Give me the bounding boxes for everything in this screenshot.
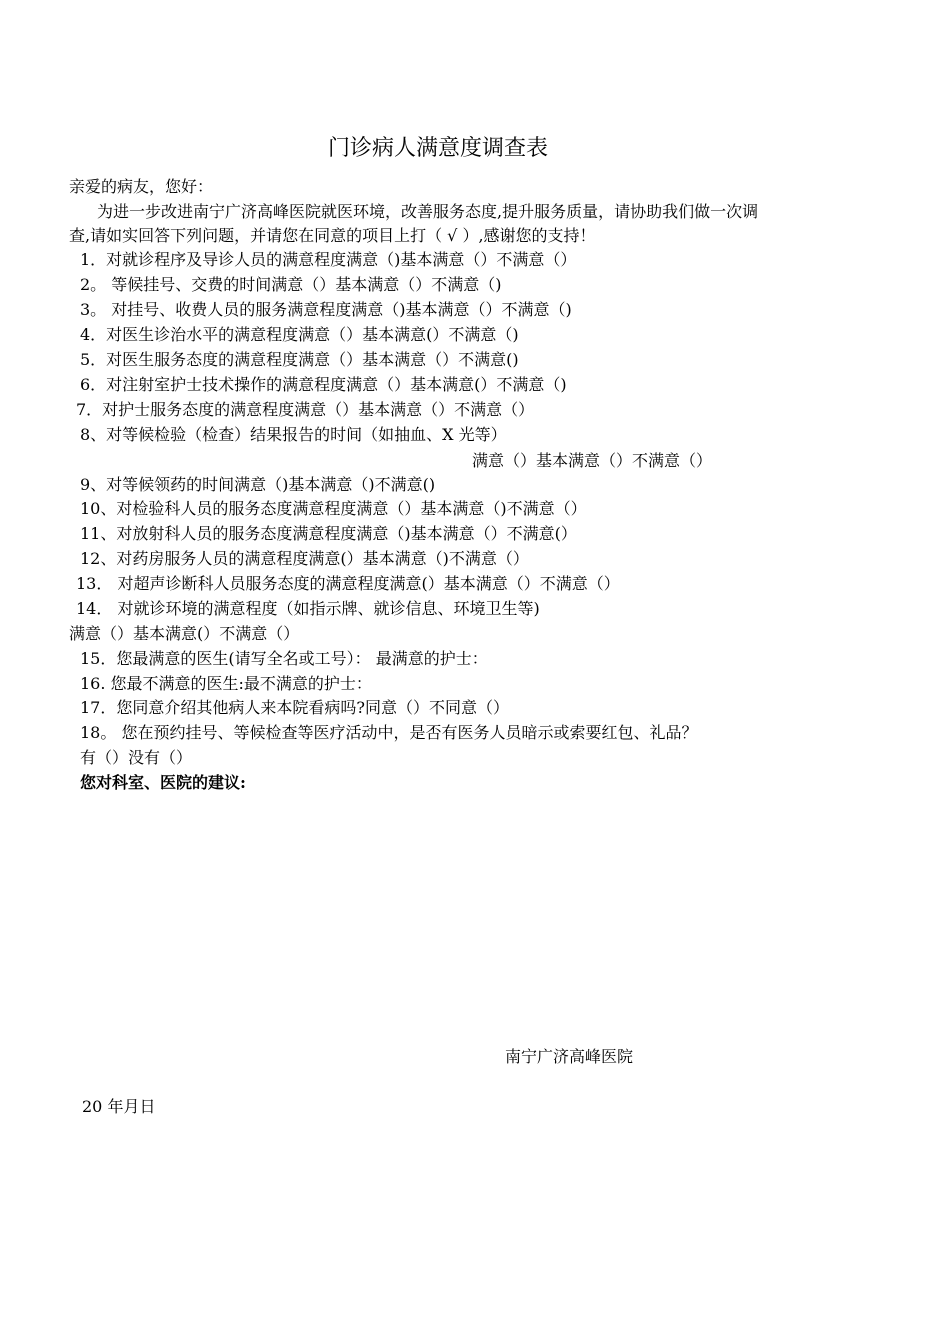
- question-8: 8、对等候检验（检查）结果报告的时间（如抽血、X 光等）: [80, 425, 507, 444]
- question-13: 13． 对超声诊断科人员服务态度的满意程度满意(）基本满意（）不满意（）: [76, 574, 620, 593]
- question-18-options: 有（）没有（）: [80, 748, 193, 767]
- question-11: 11、对放射科人员的服务态度满意程度满意（)基本满意（）不满意(）: [80, 524, 577, 543]
- question-17: 17．您同意介绍其他病人来本院看病吗?同意（）不同意（）: [80, 698, 509, 717]
- question-3: 3。 对挂号、收费人员的服务满意程度满意（)基本满意（）不满意（): [80, 300, 572, 319]
- page-title: 门诊病人满意度调查表: [327, 136, 548, 161]
- question-8-options: 满意（）基本满意（）不满意（）: [472, 451, 713, 470]
- question-6: 6．对注射室护士技术操作的满意程度满意（）基本满意(）不满意（): [80, 375, 567, 394]
- hospital-signature: 南宁广济高峰医院: [505, 1047, 634, 1066]
- question-10: 10、对检验科人员的服务态度满意程度满意（）基本满意（)不满意（）: [80, 499, 587, 518]
- question-15: 15．您最满意的医生(请写全名或工号）： 最满意的护士：: [80, 649, 488, 668]
- question-7: 7．对护士服务态度的满意程度满意（）基本满意（）不满意（）: [76, 400, 535, 419]
- question-12: 12、对药房服务人员的满意程度满意(）基本满意（)不满意（）: [80, 549, 529, 568]
- question-14: 14． 对就诊环境的满意程度（如指示牌、就诊信息、环境卫生等): [76, 599, 540, 618]
- intro-line-1: 为进一步改进南宁广济高峰医院就医环境，改善服务态度,提升服务质量，请协助我们做一次调: [97, 202, 759, 221]
- question-14-options: 满意（）基本满意(）不满意（）: [69, 624, 300, 643]
- question-18: 18。 您在预约挂号、等候检查等医疗活动中，是否有医务人员暗示或索要红包、礼品？: [80, 723, 698, 742]
- question-16: 16. 您最不满意的医生:最不满意的护士：: [80, 674, 372, 693]
- intro-line-2: 查,请如实回答下列问题，并请您在同意的项目上打（ √ ）,感谢您的支持！: [69, 226, 596, 245]
- question-9: 9、对等候领药的时间满意（)基本满意（)不满意(): [80, 475, 436, 494]
- date-line: 20 年月日: [82, 1097, 156, 1116]
- suggestion-label: 您对科室、医院的建议:: [80, 773, 246, 792]
- question-5: 5．对医生服务态度的满意程度满意（）基本满意（）不满意(): [80, 350, 519, 369]
- question-1: 1．对就诊程序及导诊人员的满意程度满意（)基本满意（）不满意（）: [80, 250, 577, 269]
- question-2: 2。 等候挂号、交费的时间满意（）基本满意（）不满意（): [80, 275, 502, 294]
- question-4: 4．对医生诊治水平的满意程度满意（）基本满意(）不满意（): [80, 325, 519, 344]
- greeting: 亲爱的病友，您好：: [69, 177, 214, 196]
